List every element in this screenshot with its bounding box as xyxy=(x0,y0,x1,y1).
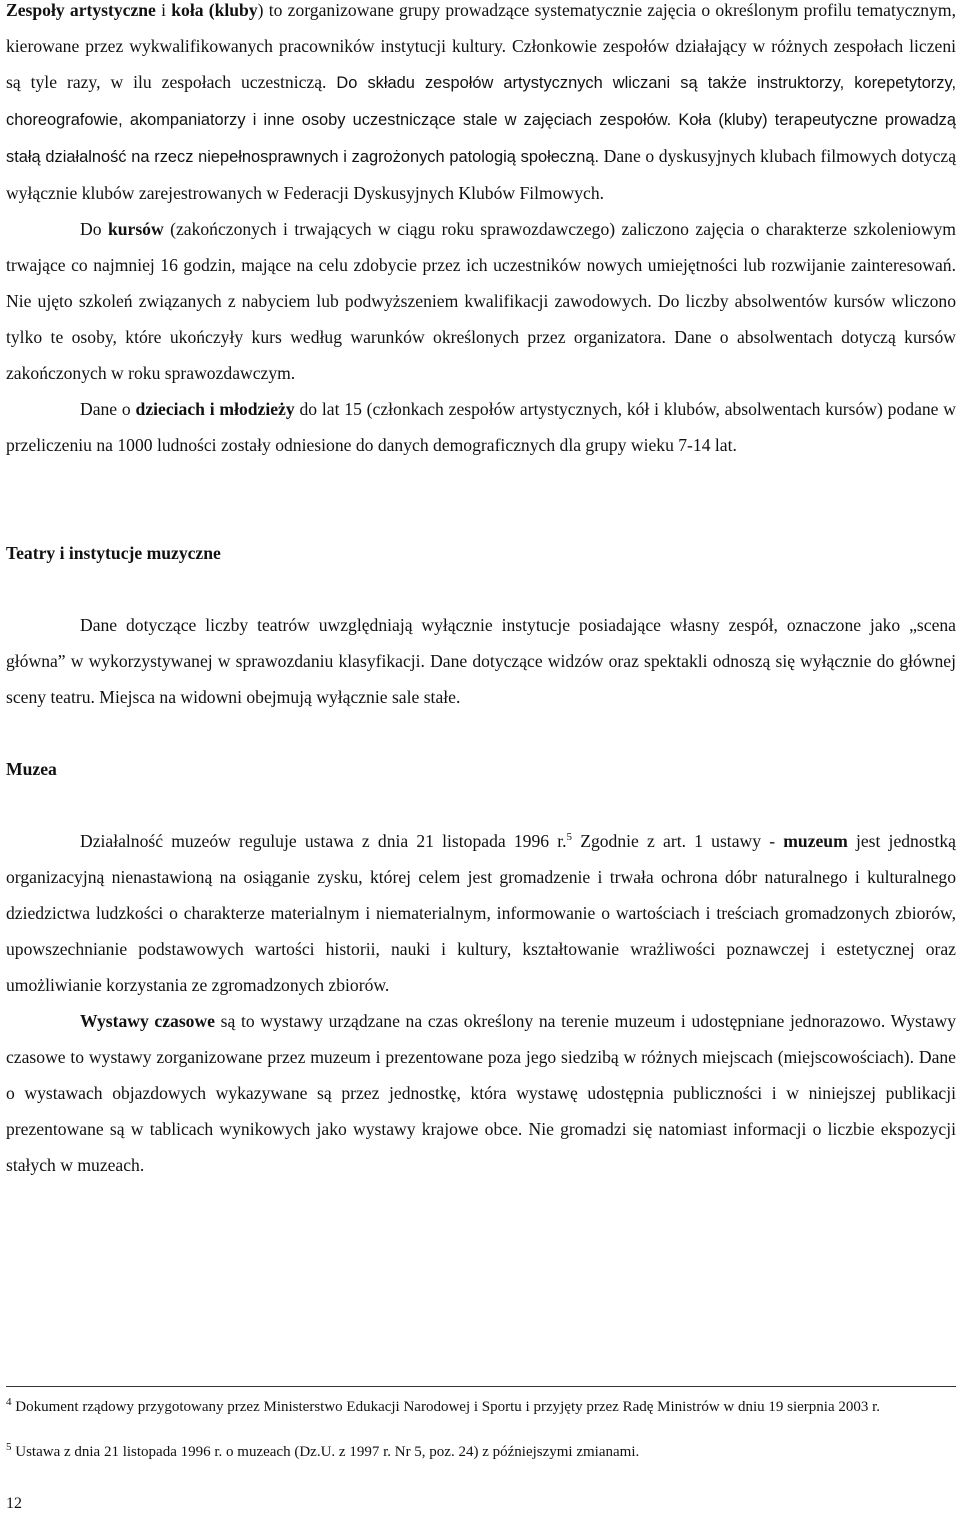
term-dzieci: dzieciach i młodzieży xyxy=(135,399,295,419)
footnote-separator xyxy=(6,1386,956,1387)
paragraph-text: Koła (kluby) terapeutyczne prowadzą stałą działalność na rzecz niepełnosprawnych i zagrożonych patologią społeczną. xyxy=(6,111,956,166)
paragraph-wystawy xyxy=(6,1003,956,1183)
paragraph-text: i xyxy=(155,0,172,20)
footnote-4 xyxy=(6,1398,956,1417)
paragraph-text: Dane o dyskusyjnych klubach filmowych dotyczą wyłącznie klubów zarejestrowanych w Federacji Dyskusyjnych Klubów Filmowych. xyxy=(6,146,957,203)
paragraph-text: Do xyxy=(80,219,108,239)
footnote-number: 5 xyxy=(6,1441,12,1453)
paragraph-text: Dane o xyxy=(80,399,136,419)
document-page xyxy=(6,0,956,1183)
paragraph-text: jest jednostką organizacyjną nienastawioną na osiąganie zysku, której celem jest gromadzenie i trwała ochrona dóbr naturalnego i kulturalnego dziedzictwa ludzkości o charakterze materialnym i niematerialnym, informowanie o wartościach i treściach gromadzonych zbiorów, upowszechnianie podstawowych wartości historii, nauki i kultury, kształtowanie wrażliwości poznawczej i estetycznej oraz umożliwianie korzystania ze zgromadzonych zbiorów. xyxy=(6,831,956,995)
footnote-ref-5: 5 xyxy=(566,831,573,844)
paragraph-text: ) to zorganizowane grupy prowadzące systematycznie zajęcia o określonym profilu tematycznym, kierowane przez wykwalifikowanych pracowników instytucji kultury. Członkowie zespołów działający w różnych zespołach liczeni są tyle razy, w ilu zespołach uczestniczą. xyxy=(6,0,956,92)
footnote-5 xyxy=(6,1443,956,1462)
paragraph-text: są to wystawy urządzane na czas określony na terenie muzeum i udostępniane jednorazowo. Wystawy czasowe to wystawy zorganizowane przez muzeum i prezentowane poza jego siedzibą w różnych miejscach (miejscowościach). Dane o wystawach objazdowych wykazywane są przez jednostkę, która wystawę udostępnia publiczności i w niniejszej publikacji prezentowane są w tablicach wynikowych jako wystawy krajowe obce. Nie gromadzi się natomiast informacji o liczbie ekspozycji stałych w muzeach. xyxy=(6,1011,956,1175)
heading-muzea: Muzea xyxy=(6,759,57,779)
paragraph-text: Działalność muzeów reguluje ustawa z dnia 21 listopada 1996 r. xyxy=(80,831,567,851)
paragraph-text: do lat 15 (członkach zespołów artystycznych, kół i klubów, absolwentach kursów) podane w przeliczeniu na 1000 ludności zostały odniesione do danych demograficznych dla grupy wieku 7-14 lat. xyxy=(6,399,956,455)
footnote-text: Ustawa z dnia 21 listopada 1996 r. o muzeach (Dz.U. z 1997 r. Nr 5, poz. 24) z późniejszymi zmianami. xyxy=(11,1444,640,1460)
paragraph-text: (zakończonych i trwających w ciągu roku sprawozdawczego) zaliczono zajęcia o charakterze szkoleniowym trwające co najmniej 16 godzin, mające na celu zdobycie przez ich uczestników nowych umiejętności lub rozwijanie zainteresowań. Nie ujęto szkoleń związanych z nabyciem lub podwyższeniem kwalifikacji zawodowych. Do liczby absolwentów kursów wliczono tylko te osoby, które ukończyły kurs według warunków określonych przez organizatora. Dane o absolwentach dotyczą kursów zakończonych w roku sprawozdawczym. xyxy=(6,219,956,383)
term-kola: koła (kluby xyxy=(171,0,258,20)
paragraph-teatry: Dane dotyczące liczby teatrów uwzględniają wyłącznie instytucje posiadające własny zespół, oznaczone jako „scena główna” w wykorzystywanej w sprawozdaniu klasyfikacji. Dane dotyczące widzów oraz spektakli odnoszą się wyłącznie do głównej sceny teatru. Miejsca na widowni obejmują wyłącznie sale stałe. xyxy=(6,615,956,707)
paragraph-text: Zgodnie z art. 1 ustawy - xyxy=(572,831,784,851)
paragraph-zespoly xyxy=(6,0,956,211)
term-muzeum: muzeum xyxy=(783,831,848,851)
paragraph-muzea xyxy=(6,823,956,1003)
term-zespoly: Zespoły artystyczne xyxy=(6,0,156,20)
heading-teatry: Teatry i instytucje muzyczne xyxy=(6,543,221,563)
page-number: 12 xyxy=(6,1495,22,1512)
term-kursow: kursów xyxy=(107,219,164,239)
footnote-number: 4 xyxy=(6,1396,12,1408)
paragraph-kursy xyxy=(6,211,956,391)
footnote-text: Dokument rządowy przygotowany przez Ministerstwo Edukacji Narodowej i Sportu i przyjęty przez Radę Ministrów w dniu 19 sierpnia 2003 r. xyxy=(11,1399,881,1415)
paragraph-text: Do składu zespołów artystycznych wliczani są także instruktorzy, korepetytorzy, choreografowie, akompaniatorzy i inne osoby uczestniczące stale w zajęciach zespołów. xyxy=(6,74,956,129)
term-wystawy-czasowe: Wystawy czasowe xyxy=(80,1011,215,1031)
paragraph-dzieci xyxy=(6,391,956,463)
